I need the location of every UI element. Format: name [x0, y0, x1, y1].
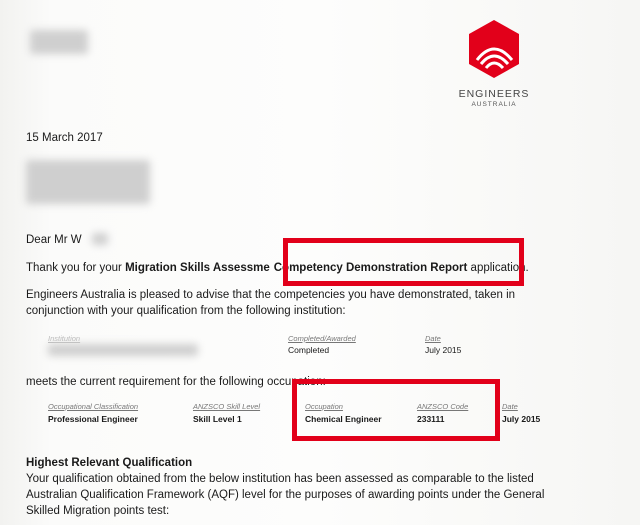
paragraph-advice-line2: conjunction with your qualification from the following institution: [26, 305, 346, 317]
redacted-recipient-address [26, 160, 150, 204]
pathway-name: Competency Demonstration Report [273, 262, 468, 274]
anzsco-code-header: ANZSCO Code [417, 402, 469, 411]
qualification-line1: Your qualification obtained from the below institution has been assessed as comparable to the listed [26, 473, 534, 485]
occupation-header: Occupation [305, 402, 343, 411]
occupation-date-header: Date [502, 402, 518, 411]
skill-level-header: ANZSCO Skill Level [193, 402, 261, 411]
redacted-surname [92, 233, 108, 245]
paragraph-advice-line1: Engineers Australia is pleased to advise that the competencies you have demonstrated, taken in [26, 289, 516, 301]
institution-date-header: Date [425, 334, 441, 343]
highlight-box-report-type [283, 238, 524, 286]
occ-class-value: Professional Engineer [48, 414, 138, 424]
completed-value: Completed [288, 345, 330, 355]
assessment-type: Migration Skills Assessme [125, 262, 270, 274]
redacted-address-top [30, 30, 88, 54]
letter-date: 15 March 2017 [26, 132, 103, 144]
paragraph-meets: meets the current requirement for the following occupation: [26, 376, 326, 388]
skill-level-value: Skill Level 1 [193, 414, 242, 424]
occupation-date-value: July 2015 [502, 414, 541, 424]
qualification-line3: Skilled Migration points test: [26, 505, 170, 517]
redacted-institution-name [48, 344, 198, 356]
occupation-value: Chemical Engineer [305, 414, 382, 424]
paragraph-thank-you-a: Thank you for your [26, 262, 126, 274]
anzsco-code-value: 233111 [417, 414, 445, 424]
qualification-line2: Australian Qualification Framework (AQF) level for the purposes of awarding points under the General [26, 489, 545, 501]
occ-class-header: Occupational Classification [48, 402, 139, 411]
salutation: Dear Mr W [26, 234, 82, 246]
completed-header: Completed/Awarded [288, 334, 356, 343]
highlight-box-occupation [292, 379, 500, 441]
logo-name: ENGINEERS [458, 88, 530, 100]
institution-header: Institution [48, 334, 81, 343]
paragraph-thank-you-d: application. [467, 262, 529, 274]
institution-date-value: July 2015 [425, 345, 462, 355]
section-title: Highest Relevant Qualification [26, 457, 193, 469]
logo-subtitle: AUSTRALIA [471, 101, 517, 108]
